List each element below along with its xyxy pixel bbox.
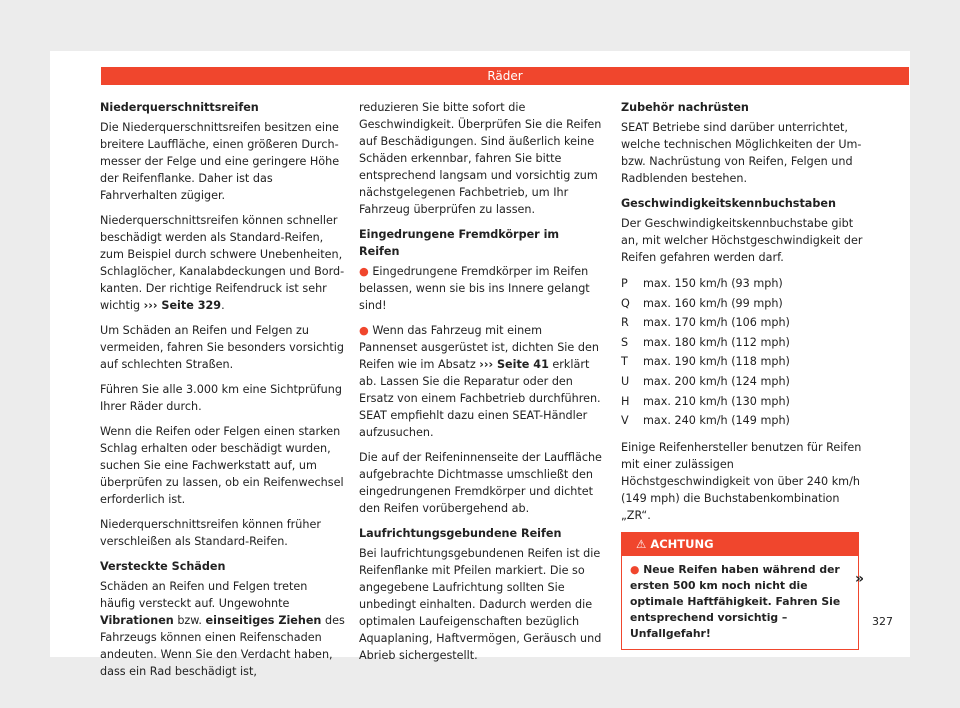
column-3	[621, 99, 864, 650]
page-number: 327	[872, 615, 893, 628]
speed-row: H max. 210 km/h (130 mph)	[621, 394, 790, 408]
paragraph: Einige Reifenhersteller benutzen für Reifen mit einer zulässigen Höchstgeschwindigkeit von über 240 km/h (149 mph) die Buchstabenkombination „ZR“.	[621, 440, 862, 522]
heading-foreign-objects: Eingedrungene Fremdkörper im Reifen	[359, 228, 560, 258]
column-1	[100, 99, 345, 688]
paragraph: Führen Sie alle 3.000 km eine Sichtprüfung Ihrer Räder durch.	[100, 383, 342, 413]
paragraph: Niederquerschnittsreifen können schneller beschädigt werden als Standard-Reifen, zum Beispiel durch schwere Unebenheiten, Schlaglöcher, Kanalabdeckungen und Bordkanten. Der richtige Reifendruck ist sehr wichtig ››› Seite 329.	[100, 214, 345, 312]
paragraph: Schäden an Reifen und Felgen treten häufig versteckt auf. Ungewohnte Vibrationen bzw. einseitiges Ziehen des Fahrzeugs können einen Reifenschaden andeuten. Wenn Sie den Verdacht haben, dass ein Rad beschädigt ist,	[100, 580, 345, 678]
manual-page	[50, 51, 910, 678]
paragraph: Wenn die Reifen oder Felgen einen starken Schlag erhalten oder beschädigt wurden, suchen Sie eine Fachwerkstatt auf, um überprüfen zu lassen, ob ein Reifenwechsel erforderlich ist.	[100, 425, 344, 506]
paragraph: Der Geschwindigkeitskennbuchstabe gibt an, mit welcher Höchstgeschwindigkeit der Reifen gefahren werden darf.	[621, 217, 863, 264]
page-link[interactable]: ››› Seite 41	[479, 358, 549, 371]
paragraph: Die Niederquerschnittsreifen besitzen eine breitere Lauffläche, einen größeren Durchmesser der Felge und eine geringere Höhe der Reifenflanke. Daher ist das Fahrverhalten zügiger.	[100, 121, 340, 202]
bullet-icon: ●	[359, 324, 369, 337]
bullet-item: ● Eingedrungene Fremdkörper im Reifen belassen, wenn sie bis ins Innere gelangt sind!	[359, 265, 590, 312]
speed-row: Q max. 160 km/h (99 mph)	[621, 296, 783, 310]
column-2	[359, 99, 602, 672]
speed-row: U max. 200 km/h (124 mph)	[621, 374, 790, 388]
warning-box	[621, 532, 859, 650]
heading-low-profile: Niederquerschnittsreifen	[100, 101, 259, 114]
warning-text: ● Neue Reifen haben während der ersten 500 km noch nicht die optimale Haftfähigkeit. Fahren Sie entsprechend vorsichtig – Unfallgefahr!	[630, 562, 841, 640]
warning-triangle-icon: ⚠	[636, 536, 647, 551]
paragraph: Niederquerschnittsreifen können früher verschleißen als Standard-Reifen.	[100, 518, 321, 548]
bullet-icon: ●	[630, 562, 640, 576]
heading-hidden-damage: Versteckte Schäden	[100, 560, 226, 573]
heading-speed-ratings: Geschwindigkeitskennbuchstaben	[621, 197, 836, 210]
speed-row: R max. 170 km/h (106 mph)	[621, 316, 790, 330]
bullet-icon: ●	[359, 265, 369, 278]
page-link[interactable]: ››› Seite 329	[143, 299, 222, 312]
paragraph: reduzieren Sie bitte sofort die Geschwindigkeit. Überprüfen Sie die Reifen auf Beschädigungen. Sind äußerlich keine Schäden erkennbar, fahren Sie bitte entsprechend langsam und vorsichtig zum nächstgelegenen Fachbetrieb, um Ihr Fahrzeug überprüfen zu lassen.	[359, 101, 602, 216]
paragraph: Die auf der Reifeninnenseite der Lauffläche aufgebrachte Dichtmasse umschließt den eingedrungenen Fremdkörper und dichtet den Reifen vorübergehend ab.	[359, 451, 602, 515]
paragraph: Bei laufrichtungsgebundenen Reifen ist die Reifenflanke mit Pfeilen markiert. Die so angegebene Laufrichtung sollten Sie unbedingt einhalten. Dadurch werden die optimalen Laufeigenschaften bezüglich Aquaplaning, Haftvermögen, Geräusch und Abrieb sichergestellt.	[359, 547, 602, 662]
paragraph: SEAT Betriebe sind darüber unterrichtet, welche technischen Möglichkeiten der Um- bzw. Nachrüstung von Reifen, Felgen und Radblenden bestehen.	[621, 121, 862, 185]
speed-row: P max. 150 km/h (93 mph)	[621, 277, 783, 290]
speed-row: S max. 180 km/h (112 mph)	[621, 335, 790, 349]
warning-header: ⚠ ACHTUNG	[622, 533, 858, 556]
heading-accessories: Zubehör nachrüsten	[621, 101, 749, 114]
paragraph: Um Schäden an Reifen und Felgen zu vermeiden, fahren Sie besonders vorsichtig auf schlechten Straßen.	[100, 324, 344, 371]
speed-row: V max. 240 km/h (149 mph)	[621, 414, 790, 428]
speed-row: T max. 190 km/h (118 mph)	[621, 355, 790, 369]
speed-table	[621, 274, 864, 431]
continue-arrow-icon: »	[855, 571, 865, 587]
heading-directional: Laufrichtungsgebundene Reifen	[359, 527, 562, 540]
page-header: Räder	[101, 67, 909, 85]
bullet-item: ● Wenn das Fahrzeug mit einem Pannenset ausgerüstet ist, dichten Sie den Reifen wie im Absatz ››› Seite 41 erklärt ab. Lassen Sie die Reparatur oder den Ersatz von einem Fachbetrieb durchführen. SEAT empfiehlt dazu einen SEAT-Händler aufzusuchen.	[359, 324, 601, 439]
